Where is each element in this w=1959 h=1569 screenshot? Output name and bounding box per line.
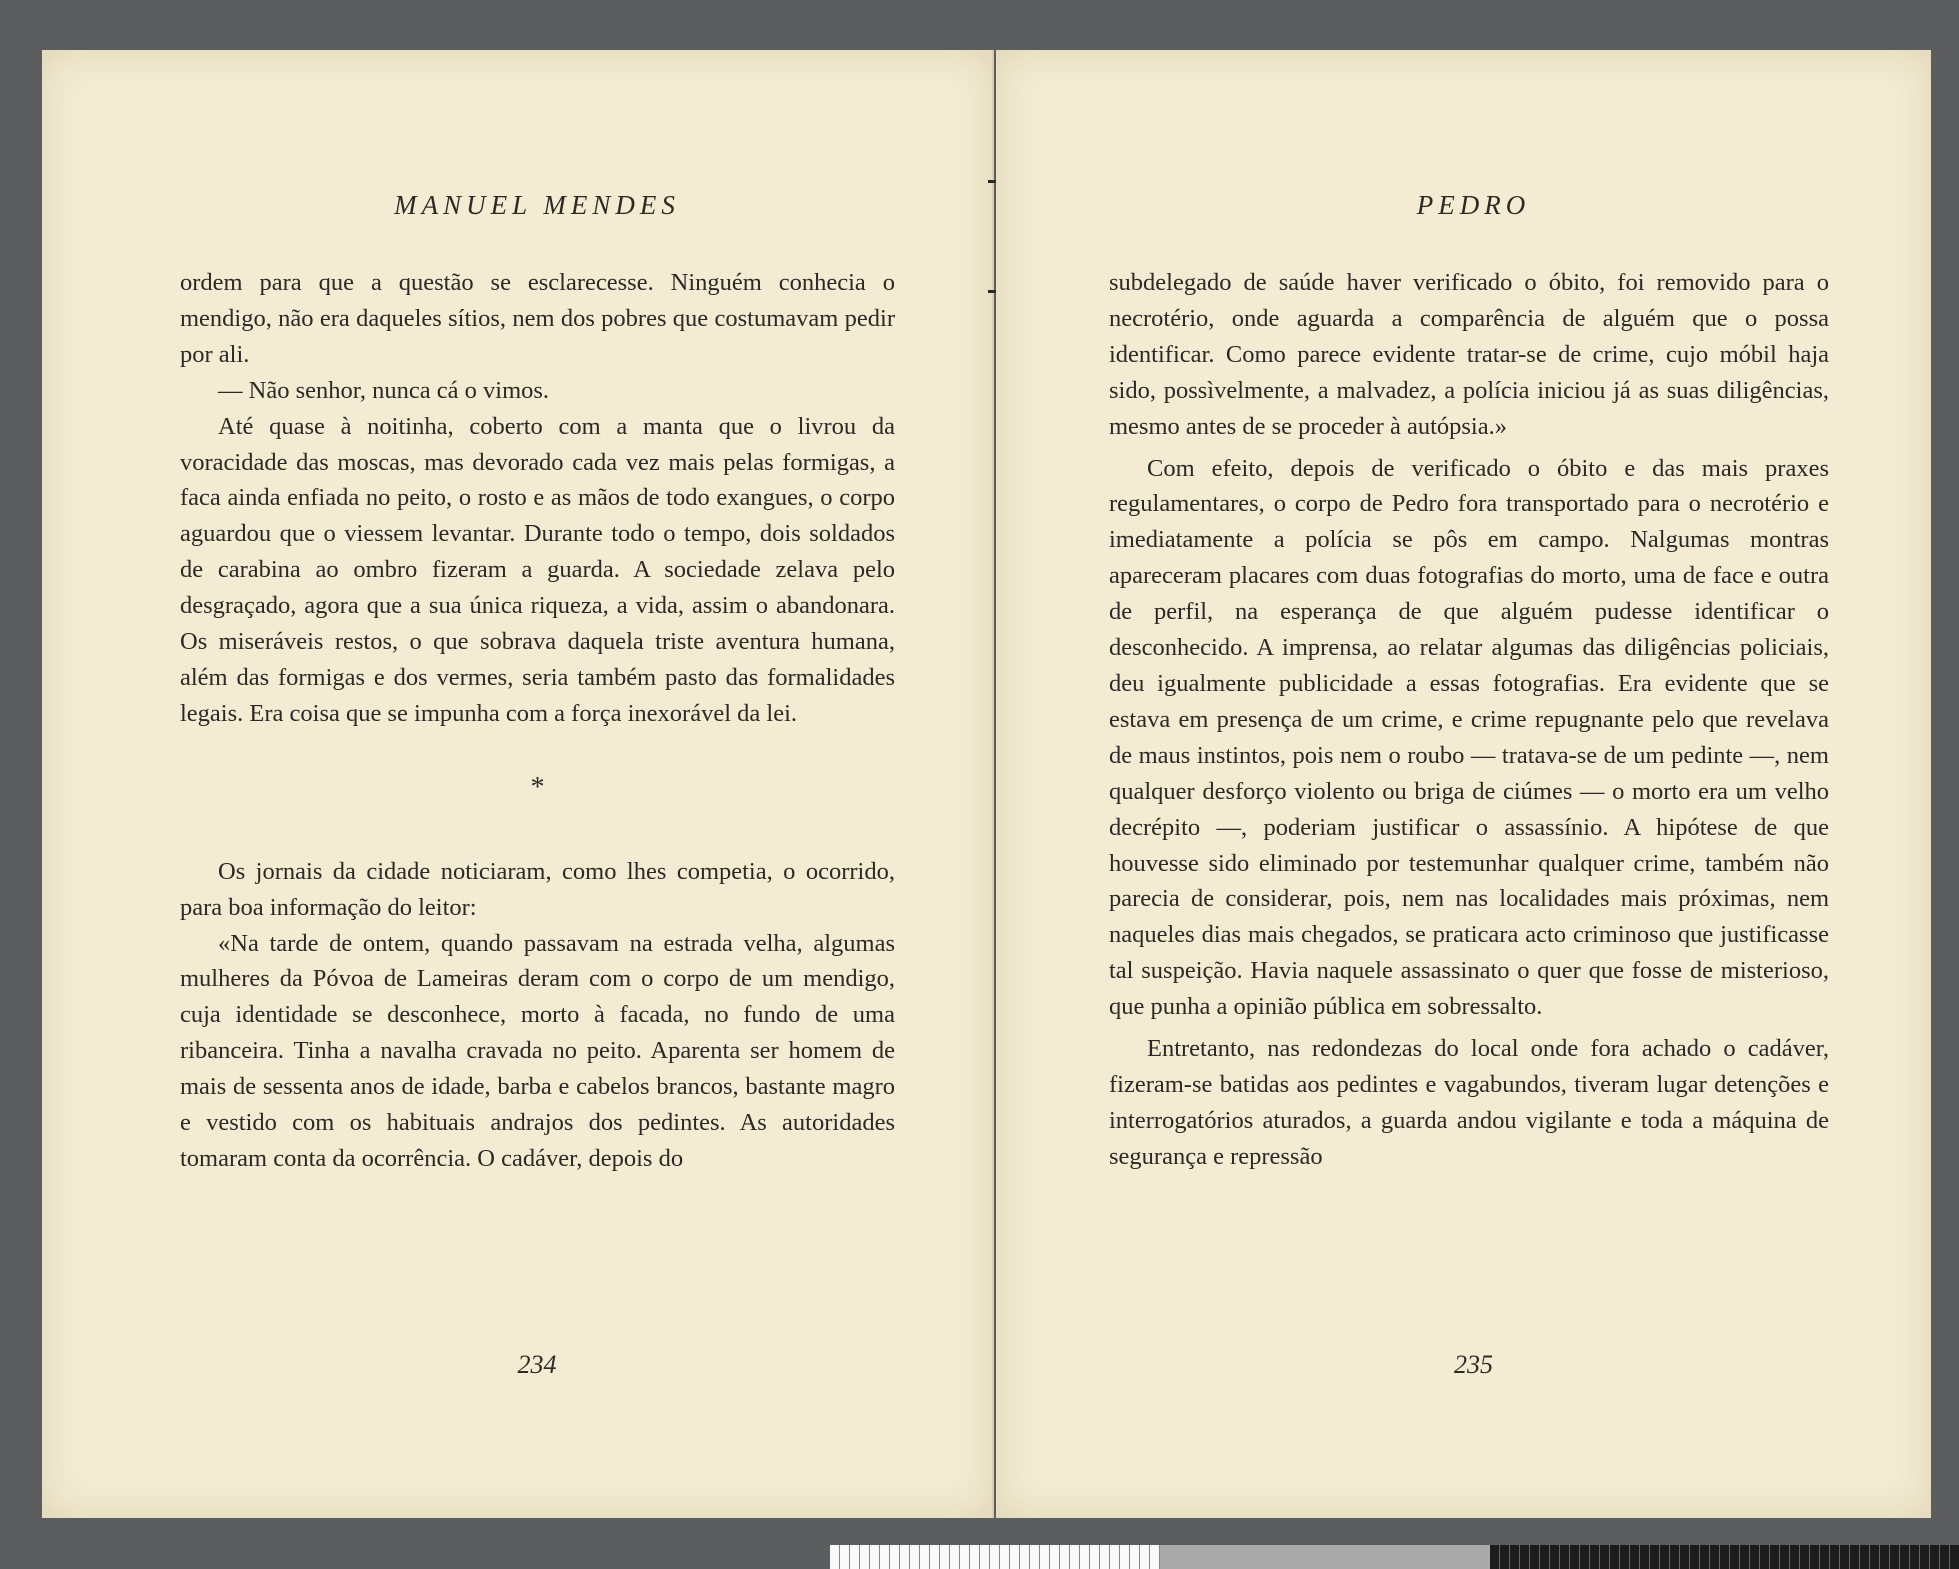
page-number-right: 235 bbox=[1454, 1350, 1493, 1379]
section-break-asterisk: * bbox=[530, 771, 545, 803]
left-body-text bbox=[180, 265, 895, 1177]
scale-grey-segment bbox=[1160, 1545, 1490, 1569]
scale-black-segment bbox=[1490, 1545, 1959, 1569]
right-body-text bbox=[1109, 265, 1829, 1175]
paragraph: Com efeito, depois de verificado o óbito e das mais praxes regulamentares, o corpo de Pedro fora transportado para o necrotério e imediatamente a polícia se pôs em campo. Nalgumas montras apareceram placares com duas fotografias do morto, uma de face e outra de perfil, na esperança de que alguém pudesse identificar o desconhecido. A imprensa, ao relatar algumas das diligências policiais, deu igualmente publicidade a essas fotografias. Era evidente que se estava em presença de um crime, e crime repugnante pelo que revelava de maus instintos, pois nem o roubo — tratava-se de um pedinte —, nem qualquer desforço violento ou briga de ciúmes — o morto era um velho decrépito —, poderiam justificar o assassínio. A hipótese de que houvesse sido eliminado por testemunhar qualquer crime, também não parecia de considerar, pois, nem nas localidades mais próximas, nem naqueles dias mais chegados, se praticara acto criminoso que justificasse tal suspeição. Havia naquele assassinato o quer que fosse de misterioso, que punha a opinião pública em sobressalto. bbox=[1109, 454, 1829, 1021]
left-page bbox=[42, 50, 994, 1518]
running-head-title: PEDRO bbox=[1416, 190, 1531, 220]
paragraph: Até quase à noitinha, coberto com a manta que o livrou da voracidade das moscas, mas devorado cada vez mais pelas formigas, a faca ainda enfiada no peito, o rosto e as mãos de todo exangues, o corpo aguardou que o viessem levantar. Durante todo o tempo, dois soldados de carabina ao ombro fizeram a guarda. A sociedade zelava pelo desgraçado, agora que a sua única riqueza, a vida, assim o abandonara. Os miseráveis restos, o que sobrava daquela triste aventura humana, além das formigas e dos vermes, seria também pasto das formalidades legais. Era coisa que se impunha com a força inexorável da lei. bbox=[180, 412, 895, 727]
gutter-mark bbox=[988, 290, 996, 293]
paragraph: Os jornais da cidade noticiaram, como lhes competia, o ocorrido, para boa informação do leitor: bbox=[180, 857, 895, 921]
right-page bbox=[996, 50, 1931, 1518]
page-number-left: 234 bbox=[517, 1350, 557, 1379]
color-calibration-scale bbox=[830, 1545, 1959, 1569]
scale-white-segment bbox=[830, 1545, 1160, 1569]
paragraph: Entretanto, nas redondezas do local onde fora achado o cadáver, fizeram-se batidas aos pedintes e vagabundos, tiveram lugar detenções e interrogatórios aturados, a guarda andou vigilante e toda a máquina de segurança e repressão bbox=[1109, 1035, 1829, 1170]
running-head-author: MANUEL MENDES bbox=[394, 190, 680, 220]
paragraph: — Não senhor, nunca cá o vimos. bbox=[218, 376, 550, 404]
paragraph: subdelegado de saúde haver verificado o óbito, foi removido para o necrotério, onde aguarda a comparência de alguém que o possa identificar. Como parece evidente tratar-se de crime, cujo móbil haja sido, possìvelmente, a malvadez, a polícia iniciou já as suas diligências, mesmo antes de se proceder à autópsia.» bbox=[1109, 269, 1829, 440]
paragraph: «Na tarde de ontem, quando passavam na estrada velha, algumas mulheres da Póvoa de Lameiras deram com o corpo de um mendigo, cuja identidade se desconhece, morto à facada, no fundo de uma ribanceira. Tinha a navalha cravada no peito. Aparenta ser homem de mais de sessenta anos de idade, barba e cabelos brancos, bastante magro e vestido com os habituais andrajos dos pedintes. As autoridades tomaram conta da ocorrência. O cadáver, depois do bbox=[180, 929, 895, 1172]
paragraph: ordem para que a questão se esclarecesse. Ninguém conhecia o mendigo, não era daqueles sítios, nem dos pobres que costumavam pedir por ali. bbox=[180, 269, 895, 368]
